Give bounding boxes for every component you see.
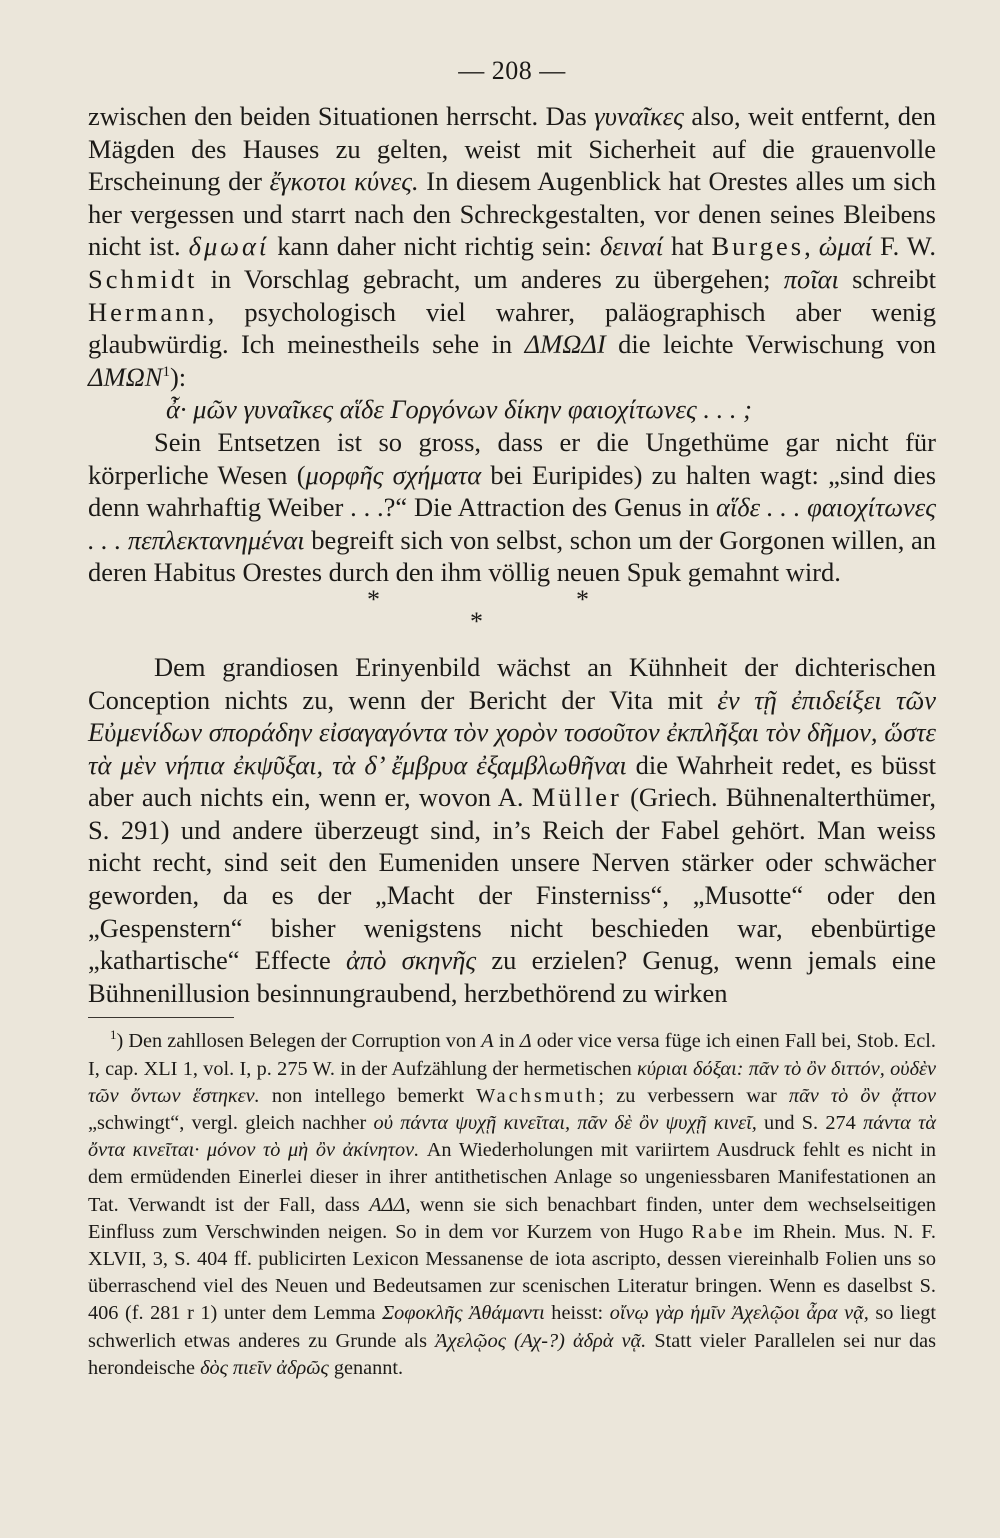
greek-quotation: ἆ· μῶν γυναῖκες αἵδε Γοργόνων δίκην φαιοχίτωνες . . . ;	[166, 394, 752, 425]
paragraph-3: Dem grandiosen Erinyenbild wächst an Kühnheit der dichterischen Conception nichts zu, wenn der Bericht der Vita mit ἐν τῇ ἐπιδείξει τῶν Εὐμενίδων σποράδην εἰσαγαγόντα τὸν χορὸν τοσοῦτον ἐκπλῆξαι τὸν δῆμον, ὥστε τὰ μὲν νήπια ἐκψῦξαι, τὰ δ’ ἔμβρυα ἐξαμβλωθῆναι die Wahrheit redet, es büsst aber auch nichts ein, wenn er, wovon A. Müller (Griech. Bühnenalterthümer, S. 291) und andere überzeugt sind, in’s Reich der Fabel gehört. Man weiss nicht recht, sind seit den Eumeniden unsere Nerven stärker oder schwächer geworden, da es der „Macht der Finsterniss“, „Musotte“ oder den „Gespenstern“ bisher wenigstens nicht beschieden war, ebenbürtige „kathartische“ Effecte ἀπὸ σκηνῆς zu erzielen? Genug, wenn jemals eine Bühnenillusion besinnungraubend, herzbethörend zu wirken	[88, 651, 936, 1008]
section-divider-top	[88, 584, 936, 614]
page-number: — 208 —	[458, 56, 566, 85]
asterisk: *	[576, 584, 589, 614]
footnote-ref: 1	[162, 363, 170, 380]
section-divider-bottom	[88, 606, 936, 651]
asterisk: *	[470, 606, 483, 636]
asterisk: *	[367, 584, 380, 614]
paragraph-2: Sein Entsetzen ist so gross, dass er die Ungethüme gar nicht für körperliche Wesen (μορφῆς σχήματα bei Euripides) zu halten wagt: „sind dies denn wahrhaftig Weiber . . .?“ Die Attraction des Genus in αἵδε . . . φαιοχίτωνες . . . πεπλεκτανημέναι begreift sich von selbst, schon um der Gorgonen willen, an deren Habitus Orestes durch den ihm völlig neuen Spuk gemahnt wird.	[88, 426, 937, 588]
paragraph-1: zwischen den beiden Situationen herrscht. Das γυναῖκες also, weit entfernt, den Mägden des Hauses zu gelten, weist mit Sicherheit auf die grauenvolle Erscheinung der ἔγκοτοι κύνες. In diesem Augenblick hat Orestes alles um sich her vergessen und starrt nach den Schreckgestalten, vor denen seines Bleibens nicht ist. δμωαί kann daher nicht richtig sein: δειναί hat Burges, ὠμαί F. W. Schmidt in Vorschlag gebracht, um anderes zu übergehen; ποῖαι schreibt Hermann, psychologisch viel wahrer, paläographisch aber wenig glaubwürdig. Ich meinestheils sehe in ΔΜΩΔΙ die leichte Verwischung von ΔΜΩΝ$^1$):	[88, 101, 937, 392]
main-text	[88, 100, 936, 1009]
footnote-divider	[88, 1017, 234, 1018]
footnote-1: $^1$) Den zahllosen Belegen der Corruption von Α in Δ oder vice versa füge ich einen Fall bei, Stob. Ecl. I, cap. XLI 1, vol. I, p. 275 W. in der Aufzählung der hermetischen κύριαι δόξαι: πᾶν τὸ ὂν διττόν, οὐδὲν τῶν ὄντων ἕστηκεν. non intellego bemerkt Wachsmuth; zu verbessern war πᾶν τὸ ὂν ᾄττον „schwingt“, vergl. gleich nachher οὐ πάντα ψυχῇ κινεῖται, πᾶν δὲ ὂν ψυχῇ κινεῖ, und S. 274 πάντα τὰ ὄντα κινεῖται· μόνον τὸ μὴ ὂν ἀκίνητον. An Wiederholungen mit variirtem Ausdruck fehlt es nicht in dem ermüdenden Einerlei dieser in ihrer antithetischen Anlage so ungeniessbaren Manifestationen an Tat. Verwandt ist der Fall, dass ΑΔΔ, wenn sie sich benachbart finden, unter dem wechselseitigen Einfluss zum Verschwinden neigen. So in dem vor Kurzem von Hugo Rabe im Rhein. Mus. N. F. XLVII, 3, S. 404 ff. publicirten Lexicon Messanense de iota ascripto, dessen viereinhalb Folien uns so überraschend viel des Neuen und Bedeutsamen zur scenischen Literatur bringen. Wenn es daselbst S. 406 (f. 281 r 1) unter dem Lemma Σοφοκλῆς Ἀθάμαντι heisst: οἴνῳ γὰρ ἡμῖν Ἀχελῷοι ἆρα νᾷ, so liegt schwerlich etwas anderes zu Grunde als Ἀχελῷος (Αχ-?) ἀδρὰ νᾷ. Statt vieler Parallelen sei nur das herondeische δὸς πιεῖν ἀδρῶς genannt.	[88, 1027, 937, 1379]
